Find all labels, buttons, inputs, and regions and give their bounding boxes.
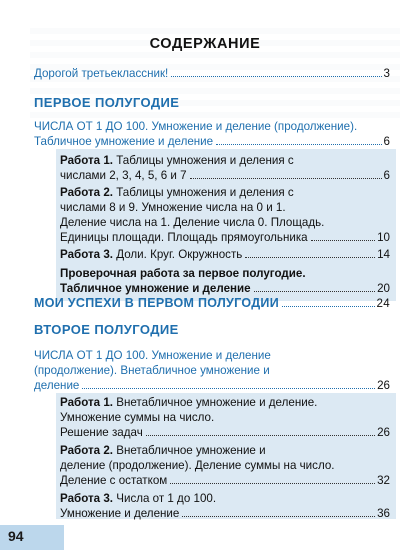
- work-title: Работа 2.: [60, 186, 113, 199]
- dot-leader: [171, 76, 381, 77]
- work-2-line3: [60, 215, 390, 230]
- dot-leader: [254, 291, 375, 292]
- work-text: Умножение суммы на число.: [60, 411, 215, 424]
- toc-page-number: 3: [383, 67, 390, 80]
- toc-page-number: 24: [376, 297, 390, 310]
- work-2-line4[interactable]: [60, 230, 390, 245]
- toc-page-number: 6: [383, 135, 390, 148]
- page-number: 94: [8, 528, 24, 544]
- work-title: Табличное умножение и деление: [60, 282, 251, 295]
- test-work-line1: [60, 266, 390, 281]
- work-title: Работа 3.: [60, 492, 113, 505]
- work-6-line2[interactable]: [60, 506, 390, 521]
- toc-page-number: 26: [377, 426, 390, 439]
- work-title: Работа 1.: [60, 396, 113, 409]
- work-text: Таблицы умножения и деления с: [116, 186, 294, 199]
- work-title: Работа 3.: [60, 248, 113, 261]
- dot-leader: [216, 144, 381, 145]
- toc-entry-intro[interactable]: [34, 66, 390, 81]
- work-title: Проверочная работа за первое полугодие.: [60, 267, 306, 280]
- toc-page-number: 20: [377, 282, 390, 295]
- work-title: Работа 1.: [60, 154, 113, 167]
- test-work-line2[interactable]: [60, 281, 390, 296]
- work-text: числами 8 и 9. Умножение числа на 0 и 1.: [60, 201, 286, 214]
- page-title: СОДЕРЖАНИЕ: [149, 36, 261, 52]
- dot-leader: [182, 516, 375, 517]
- topic-line[interactable]: (продолжение). Внетабличное умножение и: [34, 364, 270, 377]
- work-text: Решение задач: [60, 426, 143, 439]
- work-5-line3[interactable]: [60, 473, 390, 488]
- dot-leader: [282, 306, 375, 307]
- dot-leader: [170, 483, 375, 484]
- toc-page-number: 32: [377, 474, 390, 487]
- work-4-line3[interactable]: [60, 425, 390, 440]
- dot-leader: [190, 178, 382, 179]
- toc-entry-successes[interactable]: [34, 296, 390, 310]
- work-2-line2: [60, 200, 390, 215]
- section-heading-first-half: ПЕРВОЕ ПОЛУГОДИЕ: [34, 95, 180, 110]
- toc-entry-label: МОИ УСПЕХИ В ПЕРВОМ ПОЛУГОДИИ: [34, 296, 279, 310]
- work-text: Умножение и деление: [60, 507, 180, 520]
- work-text: Таблицы умножения и деления с: [116, 154, 294, 167]
- work-5-line2: [60, 458, 390, 473]
- work-text: Единицы площади. Площадь прямоугольника: [60, 231, 308, 244]
- page-number-tab: [0, 525, 64, 550]
- toc-page-number: 6: [383, 169, 390, 182]
- dot-leader: [146, 435, 375, 436]
- work-text: Деление с остатком: [60, 474, 168, 487]
- dot-leader: [245, 257, 375, 258]
- work-text: Доли. Круг. Окружность: [116, 248, 243, 261]
- work-title: Работа 2.: [60, 444, 113, 457]
- work-text: Числа от 1 до 100.: [116, 492, 217, 505]
- toc-page-number: 14: [377, 248, 390, 261]
- work-text: Внетабличное умножение и деление.: [116, 396, 318, 409]
- work-1-line2[interactable]: [60, 168, 390, 183]
- toc-entry-label: Табличное умножение и деление: [34, 135, 214, 148]
- toc-page-number: 36: [377, 507, 390, 520]
- work-2-line1: [60, 185, 390, 200]
- dot-leader: [82, 388, 375, 389]
- toc-page-number: 26: [377, 379, 390, 392]
- topic-line[interactable]: ЧИСЛА ОТ 1 ДО 100. Умножение и деление: [34, 349, 271, 362]
- dot-leader: [311, 240, 375, 241]
- work-4-line2: [60, 410, 390, 425]
- toc-entry-topic[interactable]: [34, 134, 390, 149]
- work-5-line1: [60, 443, 390, 458]
- topic-line[interactable]: ЧИСЛА ОТ 1 ДО 100. Умножение и деление (продолжение).: [34, 120, 358, 133]
- work-text: числами 2, 3, 4, 5, 6 и 7: [60, 169, 187, 182]
- toc-page-number: 10: [377, 231, 390, 244]
- work-3-line1[interactable]: [60, 247, 390, 262]
- work-4-line1: [60, 395, 390, 410]
- work-6-line1: [60, 491, 390, 506]
- work-text: Внетабличное умножение и: [116, 444, 266, 457]
- section-heading-second-half: ВТОРОЕ ПОЛУГОДИЕ: [34, 322, 179, 337]
- toc-entry-label: Дорогой третьеклассник!: [34, 67, 169, 80]
- toc-entry-topic[interactable]: [34, 378, 390, 393]
- work-1-line1: [60, 153, 390, 168]
- work-text: Деление числа на 1. Деление числа 0. Площадь.: [60, 216, 325, 229]
- toc-entry-label: деление: [34, 379, 80, 392]
- work-text: деление (продолжение). Деление суммы на число.: [60, 459, 335, 472]
